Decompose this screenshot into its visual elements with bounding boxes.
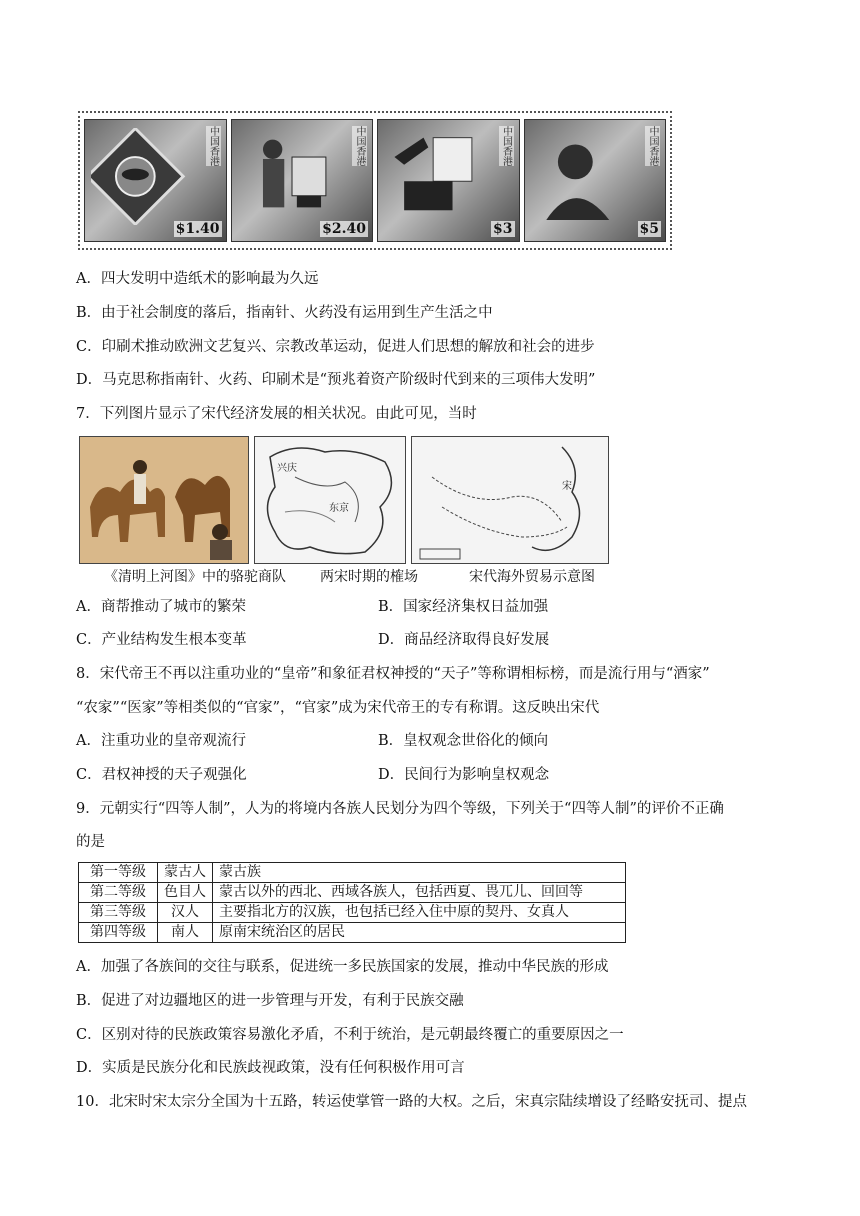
camel-caravan-image (79, 436, 249, 564)
q9-stem-line1: 9．元朝实行“四等人制”，人为的将境内各族人民划分为四个等级，下列关于“四等人制”的评价不正确 (76, 801, 724, 817)
stamp-region: 中国香港 (207, 126, 219, 166)
map-label-song: 宋 (562, 481, 572, 492)
table-cell: 蒙古以外的西北、西域各族人，包括西夏、畏兀儿、回回等 (213, 883, 626, 903)
caption-trade-market: 两宋时期的榷场 (320, 569, 418, 585)
q9-option-a: A．加强了各族间的交往与联系，促进统一多民族国家的发展，推动中华民族的形成 (76, 959, 609, 975)
q8-option-c: C．君权神授的天子观强化 (76, 767, 247, 783)
q7-option-b: B．国家经济集权日益加强 (378, 599, 549, 615)
stamp-region: 中国香港 (354, 126, 365, 166)
table-row (79, 883, 626, 903)
papermaking-icon (384, 128, 482, 225)
table-cell: 第二等级 (79, 883, 158, 903)
table-cell: 第四等级 (79, 923, 158, 943)
q6-option-a: A．四大发明中造纸术的影响最为久远 (76, 271, 319, 287)
stamp-price: $3 (493, 221, 513, 237)
caption-camel: 《清明上河图》中的骆驼商队 (104, 569, 286, 585)
q8-stem-line1: 8．宋代帝王不再以注重功业的“皇帝”和象征君权神授的“天子”等称谓相标榜，而是流行用与“酒家” (76, 666, 710, 682)
q9-option-c: C．区别对待的民族政策容易激化矛盾，不利于统治，是元朝最终覆亡的重要原因之一 (76, 1027, 624, 1043)
camel-icon (80, 437, 248, 564)
q6-option-b: B．由于社会制度的落后，指南针、火药没有运用到生产生活之中 (76, 305, 493, 321)
stamp-compass (84, 119, 227, 242)
table-cell: 第三等级 (79, 903, 158, 923)
q7-option-d: D．商品经济取得良好发展 (378, 632, 550, 648)
q8-option-b: B．皇权观念世俗化的倾向 (378, 733, 549, 749)
q10-stem-line1: 10．北宋时宋太宗分全国为十五路，转运使掌管一路的大权。之后，宋真宗陆续增设了经略安抚司、提点 (76, 1094, 747, 1110)
q7-option-a: A．商帮推动了城市的繁荣 (76, 599, 246, 615)
table-row (79, 903, 626, 923)
q7-images (79, 436, 613, 564)
trade-market-map (254, 436, 406, 564)
table-cell: 第一等级 (79, 863, 158, 883)
q7-stem: 7．下列图片显示了宋代经济发展的相关状况。由此可见，当时 (76, 406, 477, 422)
caption-sea-trade: 宋代海外贸易示意图 (469, 569, 595, 585)
table-cell: 主要指北方的汉族，也包括已经入住中原的契丹、女真人 (213, 903, 626, 923)
stamp-price: $2.40 (322, 221, 366, 237)
stamp-printing (231, 119, 374, 242)
compass-icon (91, 128, 189, 225)
table-cell: 蒙古族 (213, 863, 626, 883)
q6-option-d: D．马克思称指南针、火药、印刷术是“预兆着资产阶级时代到来的三项伟大发明” (76, 372, 596, 388)
sea-route-icon (412, 437, 608, 564)
stamp-papermaking (377, 119, 520, 242)
q9-stem-line2: 的是 (76, 834, 105, 850)
table-row (79, 923, 626, 943)
q8-stem-line2: “农家”“医家”等相类似的“官家”，“官家”成为宋代帝王的专有称谓。这反映出宋代 (76, 700, 600, 716)
stamp-bust (524, 119, 667, 242)
q6-option-c: C．印刷术推动欧洲文艺复兴、宗教改革运动，促进人们思想的解放和社会的进步 (76, 339, 595, 355)
map-label-dongjing: 东京 (329, 503, 349, 514)
table-cell: 蒙古人 (158, 863, 213, 883)
stamp-region: 中国香港 (500, 126, 512, 166)
table-cell: 色目人 (158, 883, 213, 903)
table-cell: 南人 (158, 923, 213, 943)
stamp-strip (78, 111, 672, 250)
map-label-xingqing: 兴庆 (277, 463, 297, 474)
table-cell: 原南宋统治区的居民 (213, 923, 626, 943)
table-row (79, 863, 626, 883)
four-class-table (78, 862, 626, 943)
q9-option-d: D．实质是民族分化和民族歧视政策，没有任何积极作用可言 (76, 1060, 465, 1076)
table-cell: 汉人 (158, 903, 213, 923)
bust-icon (531, 128, 629, 225)
stamp-price: $5 (639, 221, 659, 237)
q7-option-c: C．产业结构发生根本变革 (76, 632, 247, 648)
printing-icon (238, 128, 336, 225)
stamp-region: 中国香港 (647, 126, 658, 166)
q8-option-d: D．民间行为影响皇权观念 (378, 767, 550, 783)
q8-option-a: A．注重功业的皇帝观流行 (76, 733, 246, 749)
q9-option-b: B．促进了对边疆地区的进一步管理与开发，有利于民族交融 (76, 993, 464, 1009)
sea-trade-map (411, 436, 609, 564)
stamp-price: $1.40 (175, 221, 220, 237)
